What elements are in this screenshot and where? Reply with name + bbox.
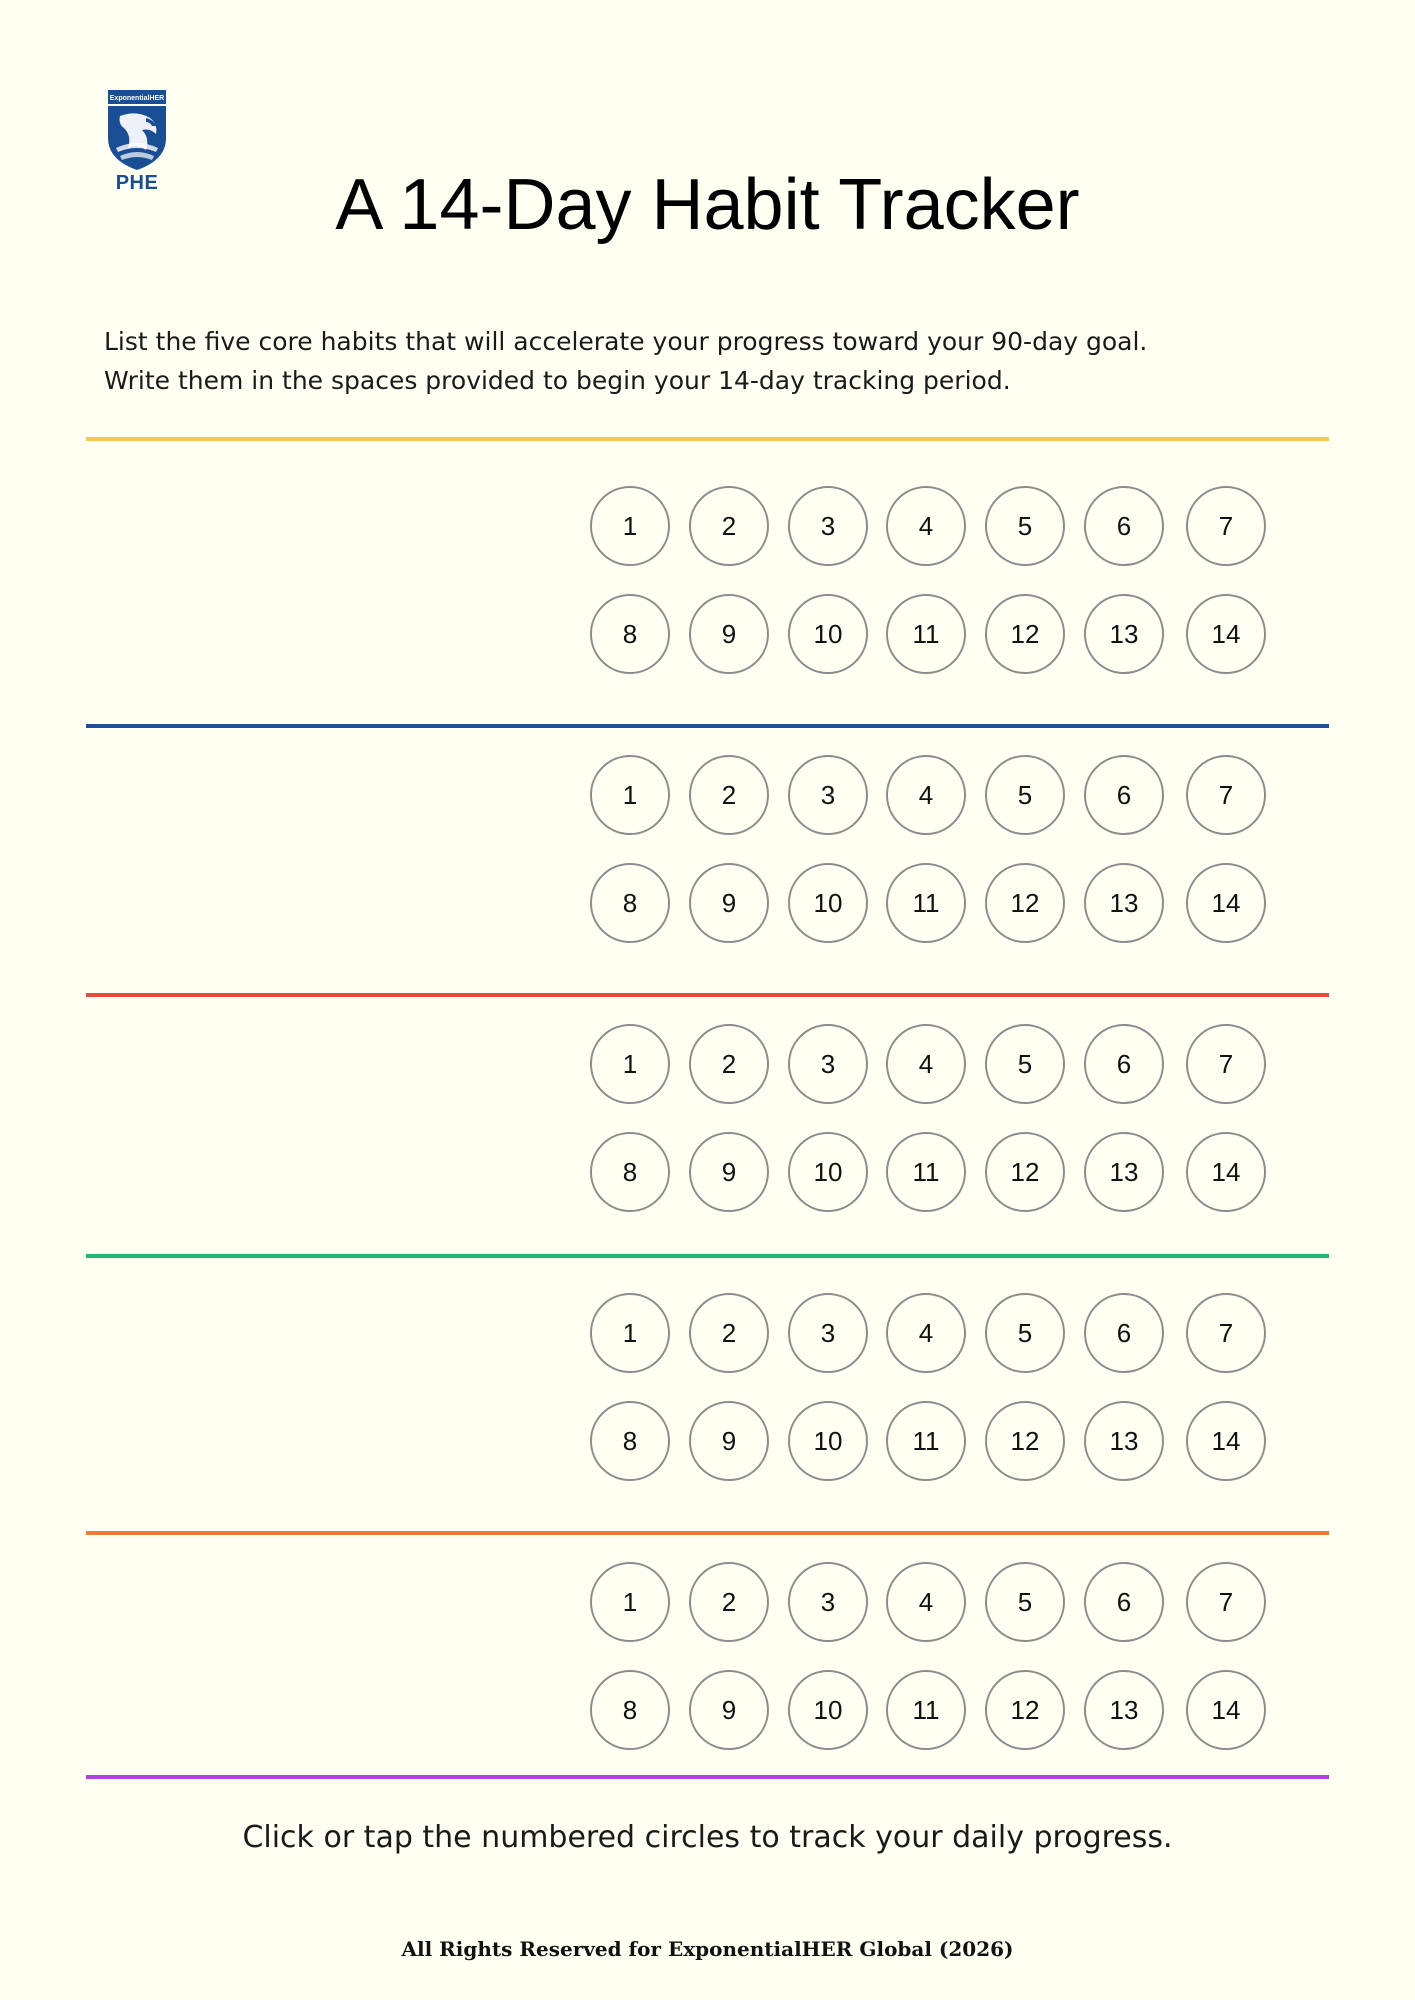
intro-line-2: Write them in the spaces provided to begin your 14-day tracking period. <box>104 366 1011 395</box>
habit-3-day-13-circle[interactable]: 13 <box>1084 1132 1164 1212</box>
section-divider <box>86 1531 1329 1535</box>
habit-4-day-9-circle[interactable]: 9 <box>689 1401 769 1481</box>
habit-5-day-6-circle[interactable]: 6 <box>1084 1562 1164 1642</box>
habit-2-day-2-circle[interactable]: 2 <box>689 755 769 835</box>
habit-3-day-2-circle[interactable]: 2 <box>689 1024 769 1104</box>
habit-5-input[interactable] <box>96 1551 570 1733</box>
habit-3-day-1-circle[interactable]: 1 <box>590 1024 670 1104</box>
habit-4-day-11-circle[interactable]: 11 <box>886 1401 966 1481</box>
habit-4-input[interactable] <box>96 1274 570 1456</box>
page-title: A 14-Day Habit Tracker <box>335 165 1080 245</box>
habit-4-day-12-circle[interactable]: 12 <box>985 1401 1065 1481</box>
habit-2-day-11-circle[interactable]: 11 <box>886 863 966 943</box>
habit-5-day-7-circle[interactable]: 7 <box>1186 1562 1266 1642</box>
habit-1-input[interactable] <box>96 457 570 639</box>
habit-3-input[interactable] <box>96 1013 570 1195</box>
habit-4-day-6-circle[interactable]: 6 <box>1084 1293 1164 1373</box>
habit-2-day-12-circle[interactable]: 12 <box>985 863 1065 943</box>
habit-2-input[interactable] <box>96 744 570 926</box>
section-divider <box>86 437 1329 441</box>
habit-3-day-9-circle[interactable]: 9 <box>689 1132 769 1212</box>
habit-1-day-2-circle[interactable]: 2 <box>689 486 769 566</box>
habit-1-day-14-circle[interactable]: 14 <box>1186 594 1266 674</box>
section-divider <box>86 1775 1329 1779</box>
habit-2-day-1-circle[interactable]: 1 <box>590 755 670 835</box>
habit-3-day-4-circle[interactable]: 4 <box>886 1024 966 1104</box>
habit-5-day-3-circle[interactable]: 3 <box>788 1562 868 1642</box>
instruction-text: Click or tap the numbered circles to track your daily progress. <box>242 1820 1173 1855</box>
habit-2-day-5-circle[interactable]: 5 <box>985 755 1065 835</box>
habit-2-day-6-circle[interactable]: 6 <box>1084 755 1164 835</box>
habit-4-day-5-circle[interactable]: 5 <box>985 1293 1065 1373</box>
habit-2-day-13-circle[interactable]: 13 <box>1084 863 1164 943</box>
habit-1-day-12-circle[interactable]: 12 <box>985 594 1065 674</box>
habit-5-day-1-circle[interactable]: 1 <box>590 1562 670 1642</box>
habit-1-day-6-circle[interactable]: 6 <box>1084 486 1164 566</box>
habit-2-day-3-circle[interactable]: 3 <box>788 755 868 835</box>
habit-1-day-10-circle[interactable]: 10 <box>788 594 868 674</box>
intro-line-1: List the five core habits that will accelerate your progress toward your 90-day goal. <box>104 327 1148 356</box>
habit-3-day-14-circle[interactable]: 14 <box>1186 1132 1266 1212</box>
habit-5-day-9-circle[interactable]: 9 <box>689 1670 769 1750</box>
habit-3-day-3-circle[interactable]: 3 <box>788 1024 868 1104</box>
habit-1-day-1-circle[interactable]: 1 <box>590 486 670 566</box>
habit-4-day-2-circle[interactable]: 2 <box>689 1293 769 1373</box>
habit-5-day-2-circle[interactable]: 2 <box>689 1562 769 1642</box>
habit-1-day-5-circle[interactable]: 5 <box>985 486 1065 566</box>
habit-1-day-3-circle[interactable]: 3 <box>788 486 868 566</box>
habit-1-day-4-circle[interactable]: 4 <box>886 486 966 566</box>
intro-text <box>104 322 1344 400</box>
habit-2-day-9-circle[interactable]: 9 <box>689 863 769 943</box>
habit-4-day-13-circle[interactable]: 13 <box>1084 1401 1164 1481</box>
habit-4-day-14-circle[interactable]: 14 <box>1186 1401 1266 1481</box>
habit-3-day-11-circle[interactable]: 11 <box>886 1132 966 1212</box>
habit-4-day-8-circle[interactable]: 8 <box>590 1401 670 1481</box>
habit-1-day-11-circle[interactable]: 11 <box>886 594 966 674</box>
habit-4-day-10-circle[interactable]: 10 <box>788 1401 868 1481</box>
habit-2-day-14-circle[interactable]: 14 <box>1186 863 1266 943</box>
habit-5-day-11-circle[interactable]: 11 <box>886 1670 966 1750</box>
habit-2-day-10-circle[interactable]: 10 <box>788 863 868 943</box>
copyright-text: All Rights Reserved for ExponentialHER Global (2026) <box>401 1937 1014 1961</box>
habit-4-day-3-circle[interactable]: 3 <box>788 1293 868 1373</box>
habit-3-day-8-circle[interactable]: 8 <box>590 1132 670 1212</box>
habit-5-day-5-circle[interactable]: 5 <box>985 1562 1065 1642</box>
habit-2-day-7-circle[interactable]: 7 <box>1186 755 1266 835</box>
habit-2-day-4-circle[interactable]: 4 <box>886 755 966 835</box>
habit-4-day-7-circle[interactable]: 7 <box>1186 1293 1266 1373</box>
section-divider <box>86 993 1329 997</box>
habit-3-day-12-circle[interactable]: 12 <box>985 1132 1065 1212</box>
habit-3-day-10-circle[interactable]: 10 <box>788 1132 868 1212</box>
svg-text:ExponentialHER: ExponentialHER <box>109 95 165 102</box>
section-divider <box>86 724 1329 728</box>
habit-5-day-14-circle[interactable]: 14 <box>1186 1670 1266 1750</box>
habit-1-day-8-circle[interactable]: 8 <box>590 594 670 674</box>
habit-5-day-8-circle[interactable]: 8 <box>590 1670 670 1750</box>
habit-4-day-4-circle[interactable]: 4 <box>886 1293 966 1373</box>
habit-5-day-10-circle[interactable]: 10 <box>788 1670 868 1750</box>
habit-4-day-1-circle[interactable]: 1 <box>590 1293 670 1373</box>
habit-1-day-7-circle[interactable]: 7 <box>1186 486 1266 566</box>
habit-1-day-9-circle[interactable]: 9 <box>689 594 769 674</box>
habit-3-day-6-circle[interactable]: 6 <box>1084 1024 1164 1104</box>
habit-5-day-4-circle[interactable]: 4 <box>886 1562 966 1642</box>
logo-text: PHE <box>115 172 159 194</box>
habit-3-day-7-circle[interactable]: 7 <box>1186 1024 1266 1104</box>
habit-5-day-13-circle[interactable]: 13 <box>1084 1670 1164 1750</box>
habit-2-day-8-circle[interactable]: 8 <box>590 863 670 943</box>
section-divider <box>86 1254 1329 1258</box>
habit-3-day-5-circle[interactable]: 5 <box>985 1024 1065 1104</box>
habit-5-day-12-circle[interactable]: 12 <box>985 1670 1065 1750</box>
habit-1-day-13-circle[interactable]: 13 <box>1084 594 1164 674</box>
